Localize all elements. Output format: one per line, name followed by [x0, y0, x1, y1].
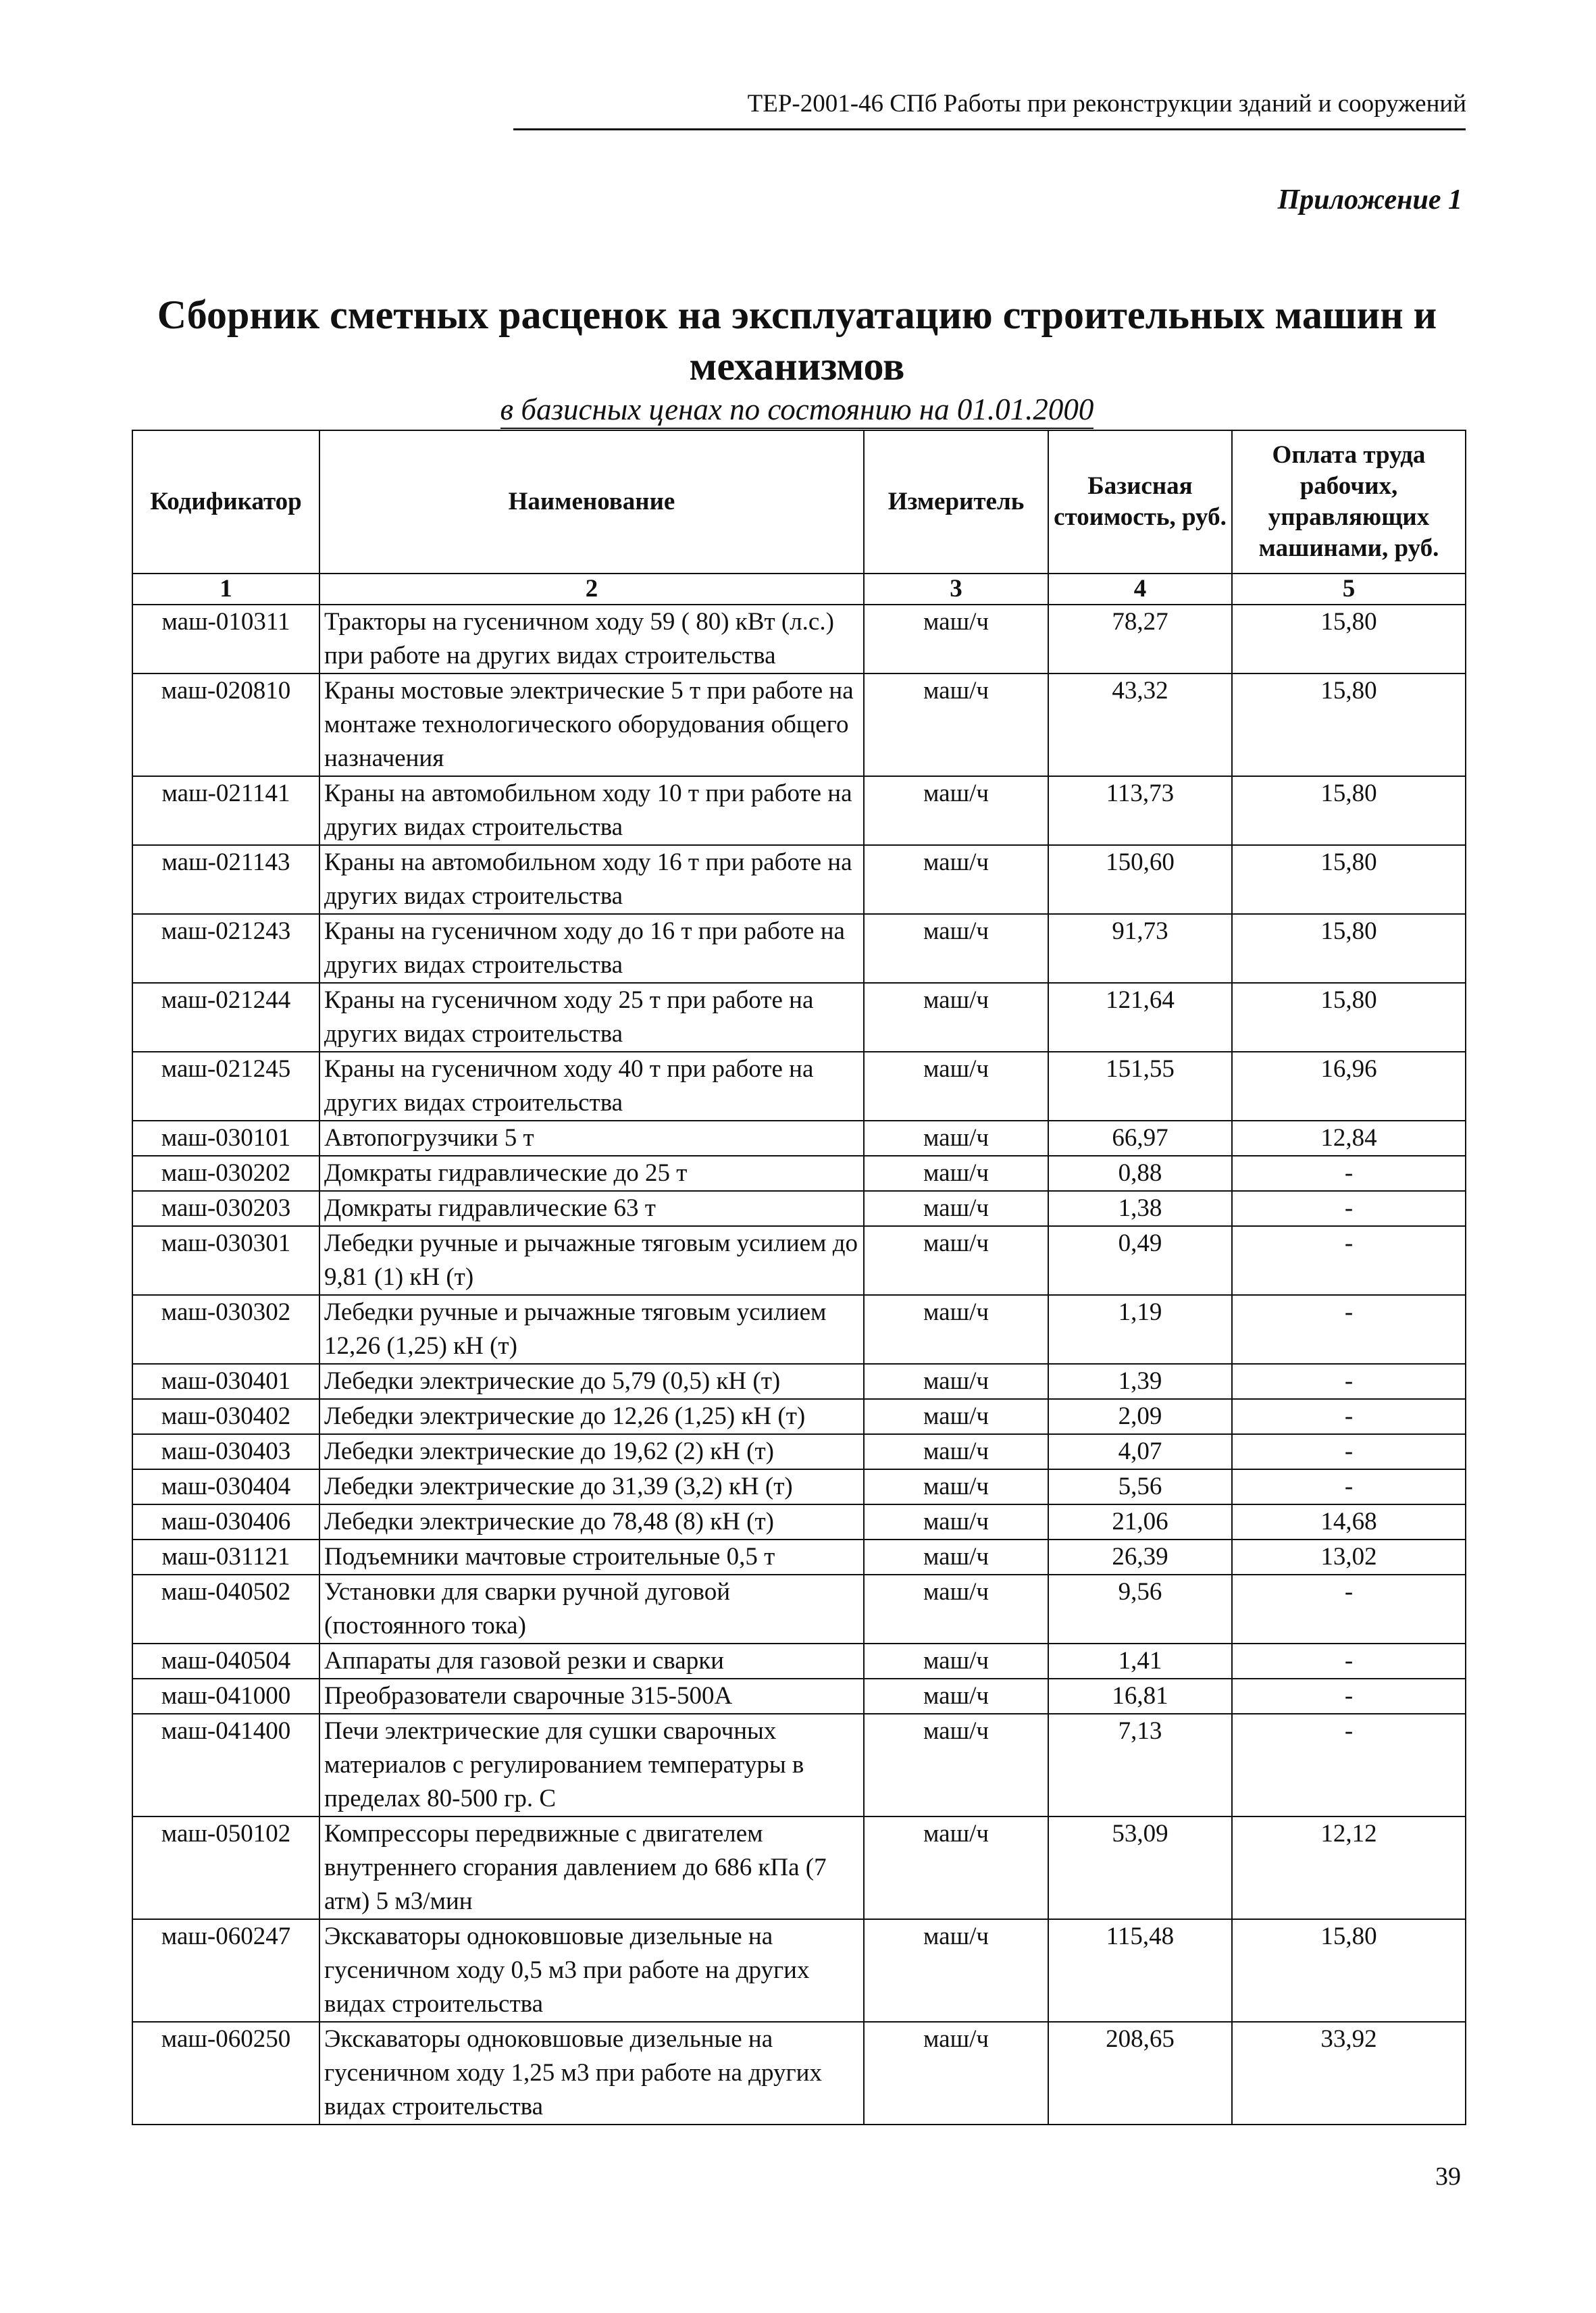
name-cell: Краны на автомобильном ходу 10 т при работе на других видах строительства: [319, 776, 864, 845]
code-cell: маш-050102: [132, 1816, 319, 1919]
code-cell: маш-030402: [132, 1399, 319, 1434]
name-cell: Краны на гусеничном ходу до 16 т при работе на других видах строительства: [319, 914, 864, 983]
pay-cell: -: [1232, 1575, 1466, 1644]
pay-cell: 15,80: [1232, 605, 1466, 673]
document-subtitle-text: в базисных ценах по состоянию на 01.01.2000: [500, 392, 1094, 429]
table-row: [132, 1226, 1466, 1295]
table-row: [132, 1575, 1466, 1644]
price-cell: 0,49: [1048, 1226, 1232, 1295]
unit-cell: маш/ч: [864, 1156, 1048, 1191]
price-cell: 1,19: [1048, 1295, 1232, 1364]
appendix-label: Приложение 1: [1277, 184, 1462, 215]
price-cell: 7,13: [1048, 1714, 1232, 1816]
code-cell: маш-041000: [132, 1679, 319, 1714]
price-cell: 1,38: [1048, 1191, 1232, 1226]
code-cell: маш-040502: [132, 1575, 319, 1644]
unit-cell: маш/ч: [864, 1816, 1048, 1919]
code-cell: маш-030101: [132, 1121, 319, 1156]
code-cell: маш-030401: [132, 1364, 319, 1399]
table-row: [132, 776, 1466, 845]
unit-cell: маш/ч: [864, 983, 1048, 1052]
unit-cell: маш/ч: [864, 1679, 1048, 1714]
price-cell: 66,97: [1048, 1121, 1232, 1156]
name-cell: Печи электрические для сушки сварочных материалов с регулированием температуры в пределах 80-500 гр. С: [319, 1714, 864, 1816]
code-cell: маш-030203: [132, 1191, 319, 1226]
name-cell: Лебедки электрические до 31,39 (3,2) кН (т): [319, 1469, 864, 1504]
name-cell: Установки для сварки ручной дуговой (постоянного тока): [319, 1575, 864, 1644]
price-cell: 0,88: [1048, 1156, 1232, 1191]
unit-cell: маш/ч: [864, 1714, 1048, 1816]
pay-cell: 14,68: [1232, 1504, 1466, 1540]
pay-cell: 16,96: [1232, 1052, 1466, 1121]
table-row: [132, 1644, 1466, 1679]
unit-cell: маш/ч: [864, 1399, 1048, 1434]
unit-cell: маш/ч: [864, 845, 1048, 914]
name-cell: Преобразователи сварочные 315-500А: [319, 1679, 864, 1714]
name-cell: Экскаваторы одноковшовые дизельные на гусеничном ходу 1,25 м3 при работе на других видах строительства: [319, 2022, 864, 2125]
unit-cell: маш/ч: [864, 1575, 1048, 1644]
table-row: [132, 1434, 1466, 1469]
unit-cell: маш/ч: [864, 1052, 1048, 1121]
pay-cell: -: [1232, 1191, 1466, 1226]
code-cell: маш-021143: [132, 845, 319, 914]
pay-cell: -: [1232, 1469, 1466, 1504]
name-cell: Краны на автомобильном ходу 16 т при работе на других видах строительства: [319, 845, 864, 914]
table-row: [132, 1540, 1466, 1575]
unit-cell: маш/ч: [864, 1121, 1048, 1156]
code-cell: маш-031121: [132, 1540, 319, 1575]
header-name: Наименование: [319, 430, 864, 574]
code-cell: маш-021244: [132, 983, 319, 1052]
table-row: [132, 1504, 1466, 1540]
pay-cell: -: [1232, 1156, 1466, 1191]
name-cell: Лебедки электрические до 5,79 (0,5) кН (т): [319, 1364, 864, 1399]
unit-cell: маш/ч: [864, 2022, 1048, 2125]
table-row: [132, 1191, 1466, 1226]
table-row: [132, 845, 1466, 914]
unit-cell: маш/ч: [864, 1191, 1048, 1226]
table-row: [132, 1295, 1466, 1364]
name-cell: Краны мостовые электрические 5 т при работе на монтаже технологического оборудования общего назначения: [319, 673, 864, 776]
code-cell: маш-021245: [132, 1052, 319, 1121]
pay-cell: -: [1232, 1714, 1466, 1816]
name-cell: Краны на гусеничном ходу 40 т при работе на других видах строительства: [319, 1052, 864, 1121]
document-title: [135, 289, 1459, 392]
pay-cell: 15,80: [1232, 776, 1466, 845]
unit-cell: маш/ч: [864, 1434, 1048, 1469]
code-cell: маш-020810: [132, 673, 319, 776]
table-row: [132, 1364, 1466, 1399]
code-cell: маш-021141: [132, 776, 319, 845]
page-number: 39: [1435, 2162, 1461, 2191]
code-cell: маш-030404: [132, 1469, 319, 1504]
name-cell: Лебедки электрические до 78,48 (8) кН (т): [319, 1504, 864, 1540]
code-cell: маш-010311: [132, 605, 319, 673]
pay-cell: -: [1232, 1399, 1466, 1434]
price-cell: 53,09: [1048, 1816, 1232, 1919]
table-row: [132, 1679, 1466, 1714]
unit-cell: маш/ч: [864, 914, 1048, 983]
price-cell: 113,73: [1048, 776, 1232, 845]
pay-cell: -: [1232, 1364, 1466, 1399]
unit-cell: маш/ч: [864, 1644, 1048, 1679]
price-cell: 150,60: [1048, 845, 1232, 914]
column-number: 1: [132, 574, 319, 605]
table-row: [132, 1399, 1466, 1434]
code-cell: маш-021243: [132, 914, 319, 983]
price-cell: 43,32: [1048, 673, 1232, 776]
price-cell: 115,48: [1048, 1919, 1232, 2022]
price-cell: 1,41: [1048, 1644, 1232, 1679]
price-cell: 121,64: [1048, 983, 1232, 1052]
table-row: [132, 914, 1466, 983]
pay-cell: -: [1232, 1434, 1466, 1469]
name-cell: Аппараты для газовой резки и сварки: [319, 1644, 864, 1679]
header-unit: Измеритель: [864, 430, 1048, 574]
column-number: 4: [1048, 574, 1232, 605]
document-subtitle: [135, 392, 1459, 427]
pay-cell: -: [1232, 1679, 1466, 1714]
code-cell: маш-030302: [132, 1295, 319, 1364]
unit-cell: маш/ч: [864, 1295, 1048, 1364]
rates-table-body: [132, 605, 1466, 2125]
name-cell: Тракторы на гусеничном ходу 59 ( 80) кВт (л.с.) при работе на других видах строительства: [319, 605, 864, 673]
rates-table: [132, 430, 1466, 2125]
price-cell: 16,81: [1048, 1679, 1232, 1714]
unit-cell: маш/ч: [864, 1226, 1048, 1295]
code-cell: маш-030202: [132, 1156, 319, 1191]
header-pay: Оплата труда рабочих, управляющих машинами, руб.: [1232, 430, 1466, 574]
table-row: [132, 1469, 1466, 1504]
name-cell: Домкраты гидравлические до 25 т: [319, 1156, 864, 1191]
column-number: 5: [1232, 574, 1466, 605]
name-cell: Домкраты гидравлические 63 т: [319, 1191, 864, 1226]
unit-cell: маш/ч: [864, 1504, 1048, 1540]
name-cell: Компрессоры передвижные с двигателем внутреннего сгорания давлением до 686 кПа (7 атм) 5 м3/мин: [319, 1816, 864, 1919]
unit-cell: маш/ч: [864, 776, 1048, 845]
column-number: 2: [319, 574, 864, 605]
price-cell: 5,56: [1048, 1469, 1232, 1504]
table-row: [132, 1714, 1466, 1816]
name-cell: Краны на гусеничном ходу 25 т при работе на других видах строительства: [319, 983, 864, 1052]
price-cell: 91,73: [1048, 914, 1232, 983]
unit-cell: маш/ч: [864, 1540, 1048, 1575]
table-row: [132, 1052, 1466, 1121]
code-cell: маш-060247: [132, 1919, 319, 2022]
pay-cell: 15,80: [1232, 673, 1466, 776]
code-cell: маш-030301: [132, 1226, 319, 1295]
name-cell: Экскаваторы одноковшовые дизельные на гусеничном ходу 0,5 м3 при работе на других видах строительства: [319, 1919, 864, 2022]
name-cell: Лебедки электрические до 12,26 (1,25) кН (т): [319, 1399, 864, 1434]
table-row: [132, 1156, 1466, 1191]
header-price: Базисная стоимость, руб.: [1048, 430, 1232, 574]
pay-cell: -: [1232, 1295, 1466, 1364]
code-cell: маш-040504: [132, 1644, 319, 1679]
column-number: 3: [864, 574, 1048, 605]
pay-cell: 15,80: [1232, 1919, 1466, 2022]
pay-cell: 33,92: [1232, 2022, 1466, 2125]
unit-cell: маш/ч: [864, 1919, 1048, 2022]
pay-cell: 12,12: [1232, 1816, 1466, 1919]
price-cell: 78,27: [1048, 605, 1232, 673]
table-row: [132, 605, 1466, 673]
table-row: [132, 2022, 1466, 2125]
code-cell: маш-030403: [132, 1434, 319, 1469]
running-header: ТЕР-2001-46 СПб Работы при реконструкции зданий и сооружений: [747, 90, 1466, 118]
pay-cell: 13,02: [1232, 1540, 1466, 1575]
pay-cell: -: [1232, 1226, 1466, 1295]
pay-cell: -: [1232, 1644, 1466, 1679]
code-cell: маш-060250: [132, 2022, 319, 2125]
price-cell: 9,56: [1048, 1575, 1232, 1644]
pay-cell: 15,80: [1232, 914, 1466, 983]
pay-cell: 15,80: [1232, 983, 1466, 1052]
unit-cell: маш/ч: [864, 1364, 1048, 1399]
table-row: [132, 1816, 1466, 1919]
header-rule: [513, 128, 1466, 130]
price-cell: 21,06: [1048, 1504, 1232, 1540]
table-row: [132, 983, 1466, 1052]
document-title-line-2: механизмов: [689, 344, 905, 388]
unit-cell: маш/ч: [864, 1469, 1048, 1504]
code-cell: маш-030406: [132, 1504, 319, 1540]
price-cell: 151,55: [1048, 1052, 1232, 1121]
table-header-row: [132, 430, 1466, 574]
pay-cell: 12,84: [1232, 1121, 1466, 1156]
name-cell: Подъемники мачтовые строительные 0,5 т: [319, 1540, 864, 1575]
column-number-row: [132, 574, 1466, 605]
price-cell: 4,07: [1048, 1434, 1232, 1469]
name-cell: Лебедки ручные и рычажные тяговым усилием 12,26 (1,25) кН (т): [319, 1295, 864, 1364]
pay-cell: 15,80: [1232, 845, 1466, 914]
code-cell: маш-041400: [132, 1714, 319, 1816]
table-row: [132, 1121, 1466, 1156]
header-code: Кодификатор: [132, 430, 319, 574]
document-title-line-1: Сборник сметных расценок на эксплуатацию строительных машин и: [157, 293, 1437, 337]
name-cell: Лебедки электрические до 19,62 (2) кН (т): [319, 1434, 864, 1469]
table-row: [132, 1919, 1466, 2022]
price-cell: 2,09: [1048, 1399, 1232, 1434]
table-row: [132, 673, 1466, 776]
price-cell: 1,39: [1048, 1364, 1232, 1399]
name-cell: Лебедки ручные и рычажные тяговым усилием до 9,81 (1) кН (т): [319, 1226, 864, 1295]
unit-cell: маш/ч: [864, 605, 1048, 673]
unit-cell: маш/ч: [864, 673, 1048, 776]
name-cell: Автопогрузчики 5 т: [319, 1121, 864, 1156]
price-cell: 26,39: [1048, 1540, 1232, 1575]
price-cell: 208,65: [1048, 2022, 1232, 2125]
